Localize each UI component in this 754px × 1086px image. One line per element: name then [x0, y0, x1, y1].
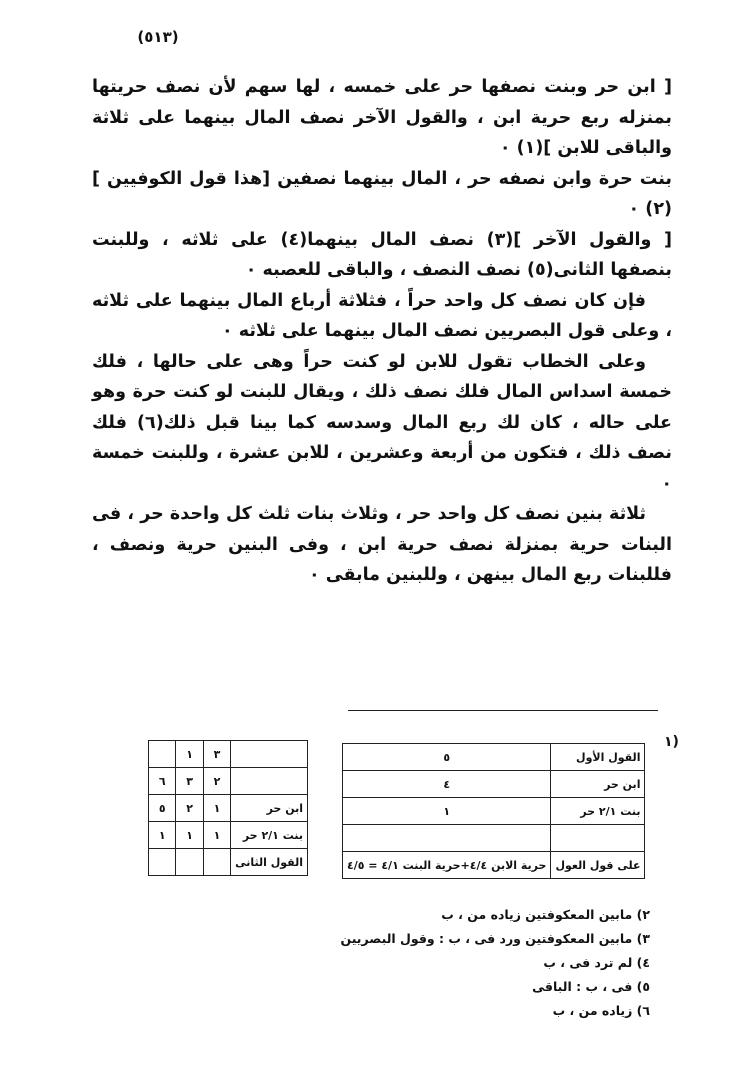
page-number: (٥١٣) — [137, 28, 179, 46]
table-row — [343, 771, 645, 798]
table-cell-value: ١ — [203, 795, 230, 822]
table-cell-value — [149, 849, 176, 876]
table-cell-value: ٥ — [343, 744, 551, 771]
paragraph-6: ثلاثة بنين نصف كل واحد حر ، وثلاث بنات ثلث كل واحدة حر ، فى البنات حرية بمنزلة نصف حرية ابن ، وفى البنين حرية ونصف ، فللبنات ربع المال بينهن ، وللبنين مابقى ٠ — [92, 504, 672, 585]
footnote-table-first-opinion — [342, 743, 645, 879]
footnote-6: ٦) زياده من ، ب — [552, 1003, 650, 1018]
table-cell-label — [231, 768, 308, 795]
footnote-3: ٣) مابين المعكوفتين ورد فى ، ب : وقول البصريين — [340, 931, 650, 946]
table-cell-label: القول الأول — [551, 744, 645, 771]
table-cell-value: ١ — [176, 822, 203, 849]
paragraph-3: [ والقول الآخر ](٣) نصف المال بينهما(٤) على ثلاثه ، وللبنت بنصفها الثانى(٥) نصف النصف ، والباقى للعصبه ٠ — [92, 229, 673, 280]
table-cell-value — [149, 741, 176, 768]
table-row — [343, 744, 645, 771]
table-cell-label: بنت ٢/١ حر — [551, 798, 645, 825]
table-cell-value: ٦ — [149, 768, 176, 795]
paragraph-4: فإن كان نصف كل واحد حراً ، فثلاثة أرباع المال بينهما على ثلاثه ، وعلى قول البصريين نصف المال بينهما على ثلاثه ٠ — [92, 290, 672, 341]
table-cell-value: ٣ — [176, 768, 203, 795]
table-cell-label — [231, 741, 308, 768]
table-cell-value — [203, 849, 230, 876]
footnote-1-marker: (١ — [664, 734, 679, 750]
table-cell-value: ١ — [343, 798, 551, 825]
footnote-2: ٢) مابين المعكوفتين زياده من ، ب — [441, 907, 650, 922]
paragraph-2: بنت حرة وابن نصفه حر ، المال بينهما نصفين [هذا قول الكوفيين ](٢) ٠ — [92, 168, 672, 219]
table-row — [149, 741, 308, 768]
footnote-divider — [348, 710, 658, 711]
table-cell-value: ٤ — [343, 771, 551, 798]
table-cell-value — [176, 849, 203, 876]
table-row — [343, 798, 645, 825]
table-cell-label: على قول العول — [551, 852, 645, 879]
table-cell-value: ٥ — [149, 795, 176, 822]
table-cell-value: ٢ — [203, 768, 230, 795]
paragraph-1: [ ابن حر وبنت نصفها حر على خمسه ، لها سهم لأن نصف حريتها بمنزله ربع حرية ابن ، والقول الآخر نصف المال بينهما على ثلاثة والباقى للابن ](١) ٠ — [92, 77, 672, 158]
table-cell-label — [551, 825, 645, 852]
table-cell-value: ٢ — [176, 795, 203, 822]
footnote-4: ٤) لم ترد فى ، ب — [543, 955, 650, 970]
table-row — [343, 825, 645, 852]
paragraph-5: وعلى الخطاب تقول للابن لو كنت حراً وهى على حالها ، فلك خمسة اسداس المال فلك نصف ذلك ، ويقال للبنت لو كنت حرة وهو على حاله ، كان لك ربع المال وسدسه كما بينا قبل ذلك(٦) فلك نصف ذلك ، فتكون من أربعة وعشرين ، للابن عشرة ، وللبنت خمسة ٠ — [92, 351, 672, 494]
footnote-table-second-opinion — [148, 740, 308, 876]
table-cell-value: ١ — [149, 822, 176, 849]
main-text — [92, 72, 672, 591]
table-cell-value — [343, 825, 551, 852]
footnotes-list — [330, 903, 650, 1023]
table-cell-value: حرية الابن ٤/٤+حرية البنت ٤/١ = ٤/٥ — [343, 852, 551, 879]
table-cell-value: ١ — [176, 741, 203, 768]
table-cell-value: ١ — [203, 822, 230, 849]
table-row — [149, 768, 308, 795]
table-cell-value: ٣ — [203, 741, 230, 768]
table-row — [149, 795, 308, 822]
table-cell-label: ابن حر — [231, 795, 308, 822]
table-row — [149, 849, 308, 876]
table-row — [149, 822, 308, 849]
footnote-5: ٥) فى ، ب : الباقى — [532, 979, 650, 994]
table-row — [343, 852, 645, 879]
table-cell-label: القول الثانى — [231, 849, 308, 876]
table-cell-label: بنت ٢/١ حر — [231, 822, 308, 849]
table-cell-label: ابن حر — [551, 771, 645, 798]
